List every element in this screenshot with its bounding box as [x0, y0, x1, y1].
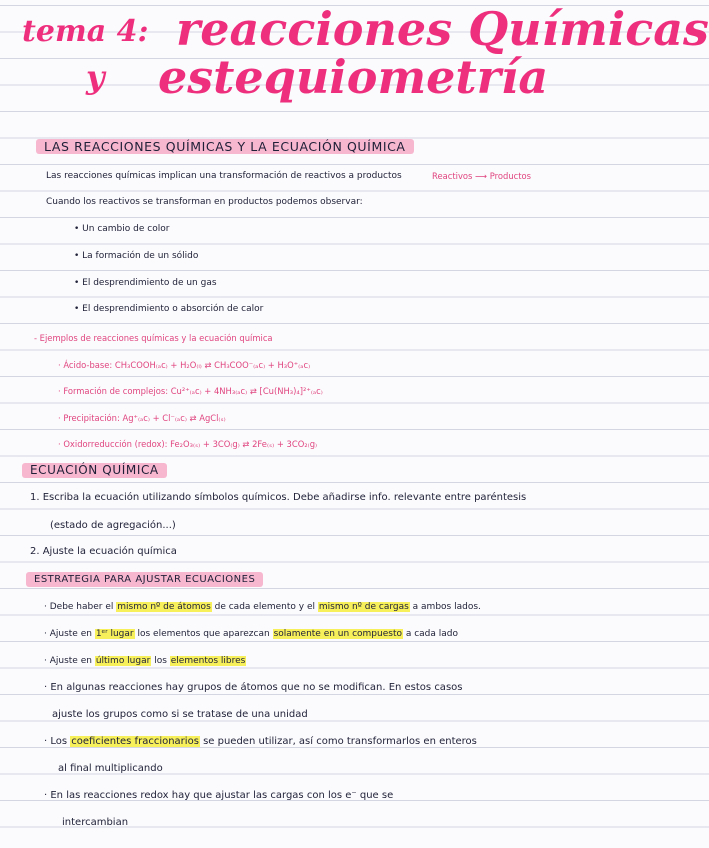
rule-text: · Ajuste en [44, 629, 95, 639]
bullet-gas: • El desprendimiento de un gas [74, 278, 217, 288]
bullet-calor: • El desprendimiento o absorción de calor [74, 304, 264, 314]
rule-ultimo-lugar [44, 654, 246, 668]
side-note-reactivos-productos: Reactivos ⟶ Productos [432, 171, 532, 181]
rule-atomos-cargas [44, 600, 481, 614]
title-tema: tema 4: [22, 14, 149, 49]
rule-text: · Debe haber el [44, 602, 117, 612]
highlight-primer-lugar: 1ᵉʳ lugar [95, 629, 134, 639]
example-precipitacion: · Precipitación: Ag⁺₍ₐc₎ + Cl⁻₍ₐc₎ ⇄ AgCl₍ₛ₎ [58, 413, 226, 423]
title-estequiometria: estequiometría [158, 50, 549, 104]
section-heading-reacciones: LAS REACCIONES QUÍMICAS Y LA ECUACIÓN QUÍMICA [36, 139, 414, 154]
section-heading-ecuacion: ECUACIÓN QUÍMICA [22, 463, 167, 478]
step-2: 2. Ajuste la ecuación química [30, 546, 177, 557]
strategy-heading: ESTRATEGIA PARA AJUSTAR ECUACIONES [26, 572, 263, 587]
highlight-ultimo-lugar: último lugar [95, 656, 151, 666]
step-1: 1. Escriba la ecuación utilizando símbolos químicos. Debe añadirse info. relevante entre paréntesis [30, 492, 527, 503]
rule-text: los elementos que aparezcan [134, 629, 273, 639]
rule-text: · Los [44, 736, 71, 747]
rule-text: los [151, 656, 170, 666]
bullet-color: • Un cambio de color [74, 224, 170, 234]
examples-heading: - Ejemplos de reacciones químicas y la ecuación química [34, 333, 273, 343]
rule-text: a cada lado [402, 629, 459, 639]
example-complejos: · Formación de complejos: Cu²⁺₍ₐc₎ + 4NH₃₍ₐc₎ ⇄ [Cu(NH₃)₄]²⁺₍ₐc₎ [58, 386, 323, 396]
example-redox: · Oxidorreducción (redox): Fe₂O₃₍ₛ₎ + 3CO₍g₎ ⇄ 2Fe₍ₛ₎ + 3CO₂₍g₎ [58, 439, 318, 449]
rule-redox: · En las reacciones redox hay que ajustar las cargas con los e⁻ que se [44, 790, 394, 801]
highlight-elementos-libres: elementos libres [170, 656, 246, 666]
rule-redox-cont: intercambian [62, 817, 129, 828]
rule-grupos-cont: ajuste los grupos como si se tratase de una unidad [52, 709, 308, 720]
step-1-cont: (estado de agregación...) [50, 520, 176, 531]
highlight-solamente-compuesto: solamente en un compuesto [273, 629, 402, 639]
highlight-mismo-cargas: mismo nº de cargas [318, 602, 409, 612]
example-acido-base: · Ácido-base: CH₃COOH₍ₐc₎ + H₂O₍ₗ₎ ⇄ CH₃COO⁻₍ₐc₎ + H₃O⁺₍ₐc₎ [58, 360, 311, 370]
rule-text: a ambos lados. [409, 602, 481, 612]
highlight-mismo-atomos: mismo nº de átomos [117, 602, 211, 612]
rule-text: · Ajuste en [44, 656, 95, 666]
intro-text: Las reacciones químicas implican una transformación de reactivos a productos [46, 171, 402, 181]
bullet-solido: • La formación de un sólido [74, 251, 199, 261]
title-reacciones-quimicas: reacciones Químicas [176, 2, 709, 56]
highlight-coeficientes-fraccionarios: coeficientes fraccionarios [71, 736, 199, 747]
title-y: y [86, 58, 105, 96]
rule-text: de cada elemento y el [211, 602, 318, 612]
observe-text: Cuando los reactivos se transforman en productos podemos observar: [46, 197, 363, 207]
rule-text: se pueden utilizar, así como transformarlos en enteros [199, 736, 477, 747]
rule-grupos: · En algunas reacciones hay grupos de átomos que no se modifican. En estos casos [44, 682, 463, 693]
rule-fraccionarios-cont: al final multiplicando [58, 763, 163, 774]
rule-primer-lugar [44, 627, 458, 641]
rule-fraccionarios [44, 735, 477, 749]
